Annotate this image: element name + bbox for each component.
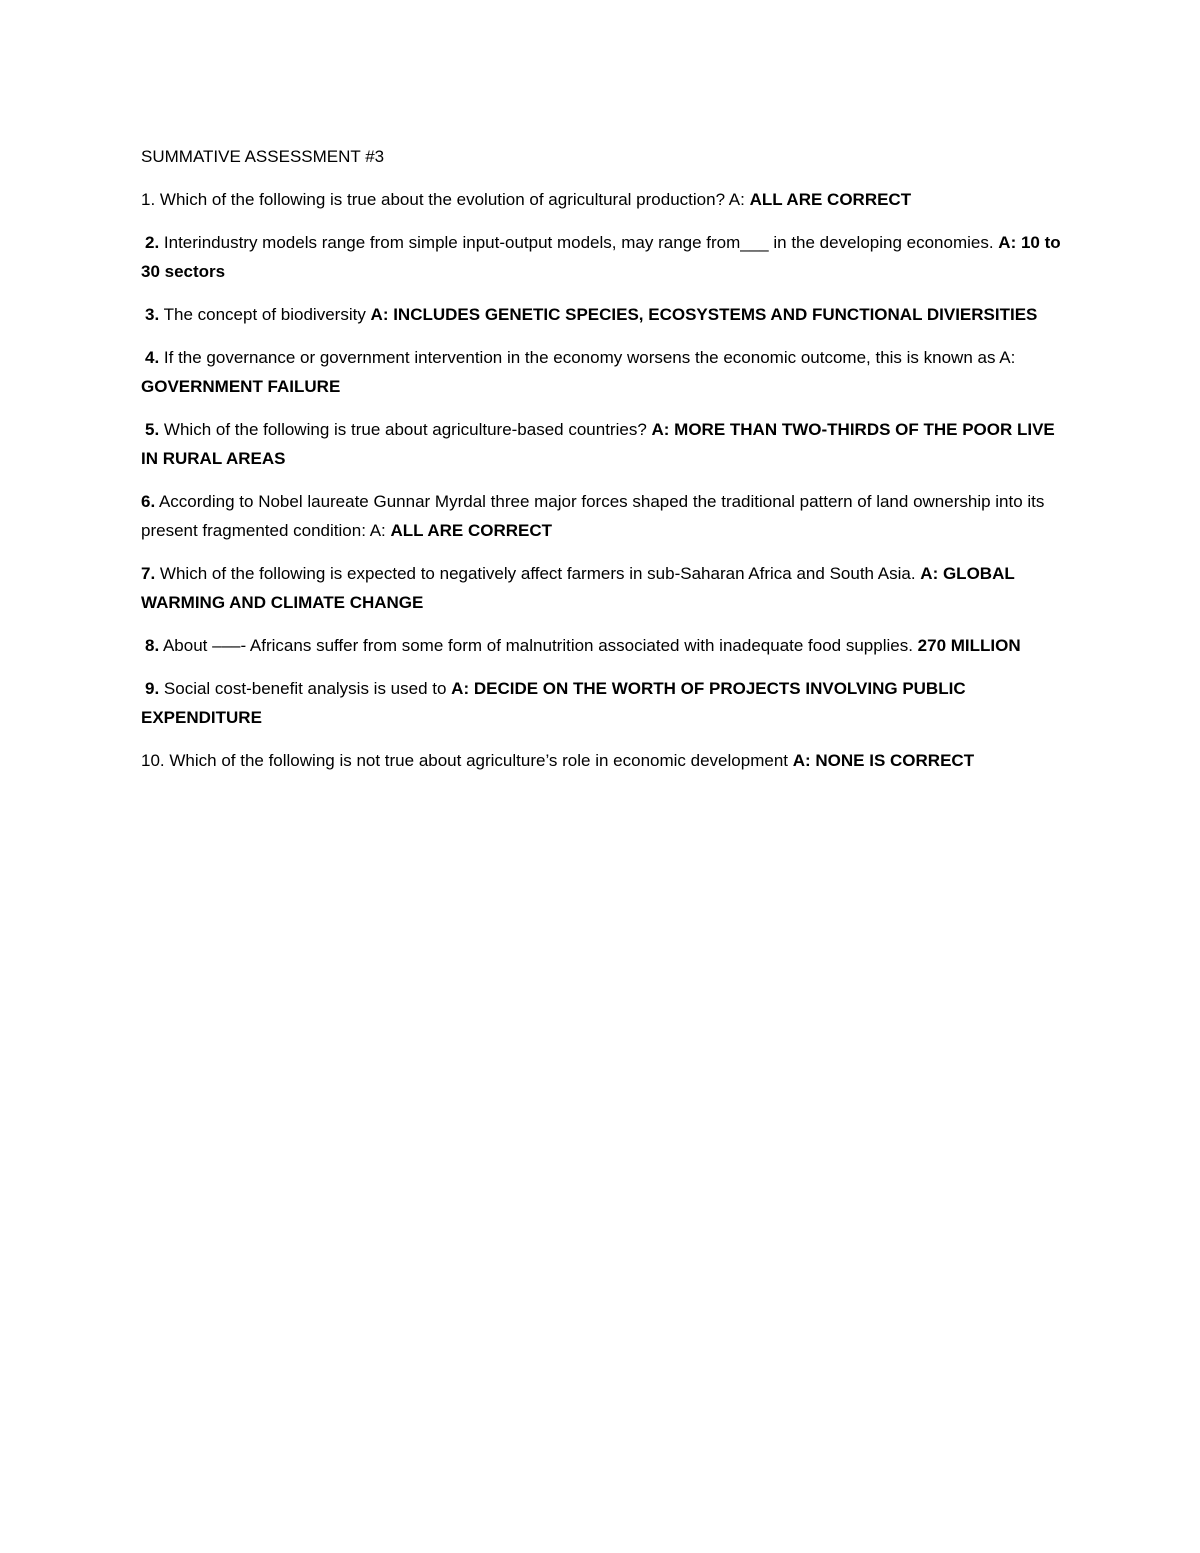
question-text: Which of the following is true about the evolution of agricultural production? A:: [155, 190, 750, 209]
question-text: Which of the following is expected to negatively affect farmers in sub-Saharan Africa and South Asia.: [155, 564, 921, 583]
question-number: 2.: [145, 233, 160, 252]
answer-text: A: DECIDE ON THE WORTH OF PROJECTS INVOLVING PUBLIC EXPENDITURE: [141, 679, 966, 727]
question-text: Interindustry models range from simple input-output models, may range from___ in the developing economies.: [159, 233, 999, 252]
question-text: Social cost-benefit analysis is used to: [159, 679, 452, 698]
answer-text: ALL ARE CORRECT: [390, 521, 552, 540]
question-text: Which of the following is not true about agriculture’s role in economic development: [164, 751, 793, 770]
question-text: Which of the following is true about agriculture-based countries?: [159, 420, 652, 439]
question-item-2: [141, 228, 1071, 286]
question-item-10: [141, 746, 1071, 775]
question-item-8: [141, 631, 1071, 660]
answer-text: ALL ARE CORRECT: [749, 190, 912, 209]
question-item-7: [141, 559, 1071, 617]
question-item-4: [141, 343, 1071, 401]
answer-text: A: GLOBAL WARMING AND CLIMATE CHANGE: [141, 564, 1015, 612]
question-number: 5.: [145, 420, 160, 439]
document-title: SUMMATIVE ASSESSMENT #3: [141, 147, 385, 166]
question-number: 4.: [145, 348, 160, 367]
question-number: 3.: [145, 305, 160, 324]
answer-text: 270 MILLION: [917, 636, 1021, 655]
question-text: About –––- Africans suffer from some form of malnutrition associated with inadequate food supplies.: [159, 636, 918, 655]
question-text: The concept of biodiversity: [159, 305, 371, 324]
answer-text: A: 10 to 30 sectors: [141, 233, 1061, 281]
question-item-5: [141, 415, 1071, 473]
question-text: If the governance or government intervention in the economy worsens the economic outcome, this is known as A:: [159, 348, 1016, 367]
answer-text: A: NONE IS CORRECT: [792, 751, 975, 770]
question-number: 7.: [141, 564, 156, 583]
question-number: 10.: [141, 751, 165, 770]
question-number: 9.: [145, 679, 160, 698]
question-item-6: [141, 487, 1071, 545]
question-text: According to Nobel laureate Gunnar Myrdal three major forces shaped the traditional pattern of land ownership into its present fragmented condition: A:: [141, 492, 1045, 540]
document-page: [141, 142, 1071, 789]
question-number: 8.: [145, 636, 160, 655]
question-item-1: [141, 185, 1071, 214]
question-item-9: [141, 674, 1071, 732]
answer-text: A: INCLUDES GENETIC SPECIES, ECOSYSTEMS AND FUNCTIONAL DIVIERSITIES: [370, 305, 1038, 324]
question-number: 1.: [141, 190, 156, 209]
question-item-3: [141, 300, 1071, 329]
answer-text: GOVERNMENT FAILURE: [141, 377, 341, 396]
question-number: 6.: [141, 492, 156, 511]
answer-text: A: MORE THAN TWO-THIRDS OF THE POOR LIVE IN RURAL AREAS: [141, 420, 1055, 468]
